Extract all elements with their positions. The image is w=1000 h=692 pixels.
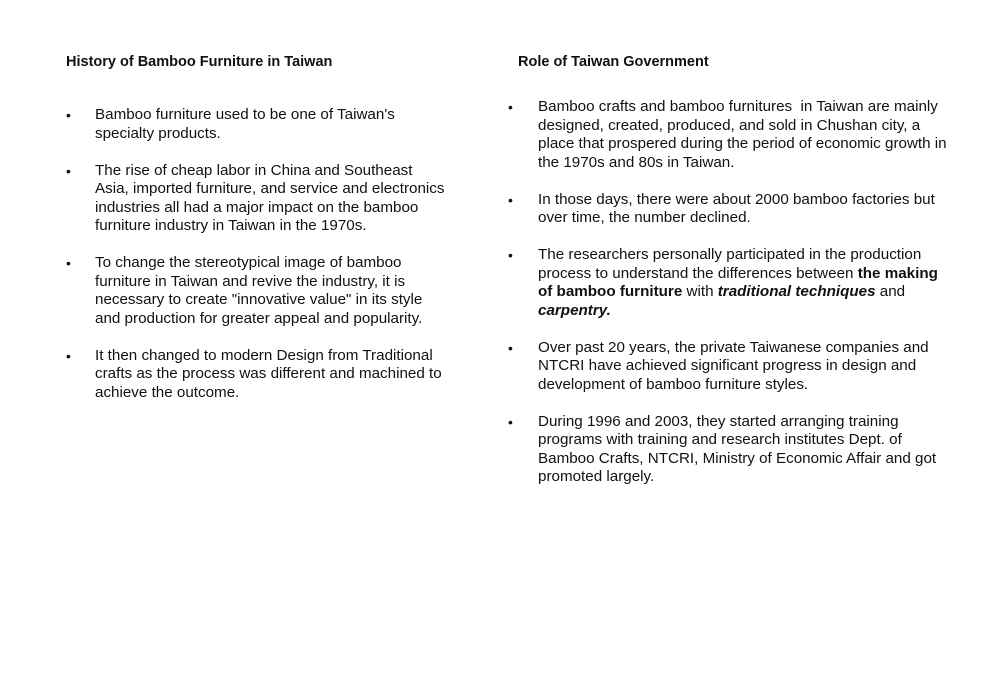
- bullet-icon: •: [508, 247, 513, 263]
- bold-italic-text-segment: carpentry.: [538, 301, 611, 319]
- list-item-text: Bamboo furniture used to be one of Taiwan's specialty products.: [95, 106, 395, 142]
- list-item-text: To change the stereotypical image of bamboo furniture in Taiwan and revive the industry, it is necessary to create "innovative value" in its style and production for greater appeal and popularity.: [95, 254, 423, 327]
- list-item-text: During 1996 and 2003, they started arranging training programs with training and research institutes Dept. of Bamboo Crafts, NTCRI, Ministry of Economic Affair and got promoted largely.: [538, 412, 937, 485]
- list-item: [66, 106, 446, 143]
- list-item: [508, 246, 948, 320]
- government-bullet-list: [508, 98, 951, 505]
- list-item: [508, 339, 948, 395]
- list-item-text: [538, 246, 938, 319]
- bullet-icon: •: [66, 347, 71, 364]
- text-segment: with: [682, 283, 718, 300]
- list-item: [508, 413, 948, 487]
- bullet-icon: •: [66, 255, 71, 271]
- bold-italic-text-segment: traditional techniques: [717, 283, 876, 300]
- text-segment: The researchers personally participated in the production process to understand the differences between: [538, 246, 922, 282]
- bullet-icon: •: [66, 107, 71, 123]
- bullet-icon: •: [508, 191, 513, 208]
- list-item-text: It then changed to modern Design from Traditional crafts as the process was different and machined to achieve the outcome.: [95, 346, 442, 401]
- section-heading-government: Role of Taiwan Government: [518, 54, 709, 70]
- list-item: [66, 162, 446, 236]
- bold-text-segment: the making of bamboo furniture: [538, 264, 938, 300]
- text-segment: and: [875, 283, 906, 300]
- list-item-text: Over past 20 years, the private Taiwanese companies and NTCRI have achieved significant progress in design and development of bamboo furniture styles.: [538, 338, 929, 393]
- history-bullet-list: [66, 106, 446, 421]
- list-item: [66, 254, 446, 328]
- section-heading-history: History of Bamboo Furniture in Taiwan: [66, 54, 333, 70]
- list-item: [508, 191, 948, 228]
- bullet-icon: •: [66, 162, 71, 179]
- list-item-text: The rise of cheap labor in China and Southeast Asia, imported furniture, and service and electronics industries all had a major impact on the bamboo furniture industry in Taiwan in the 1970s.: [95, 161, 445, 234]
- list-item-text: In those days, there were about 2000 bamboo factories but over time, the number declined.: [538, 190, 935, 226]
- list-item: [66, 347, 446, 403]
- list-item: [508, 98, 951, 172]
- list-item-text: Bamboo crafts and bamboo furnitures in Taiwan are mainly designed, created, produced, and sold in Chushan city, a place that prospered during the period of economic growth in the 1970s and 80s in Taiwan.: [538, 98, 951, 171]
- bullet-icon: •: [508, 99, 513, 115]
- bullet-icon: •: [508, 339, 513, 356]
- bullet-icon: •: [508, 413, 513, 430]
